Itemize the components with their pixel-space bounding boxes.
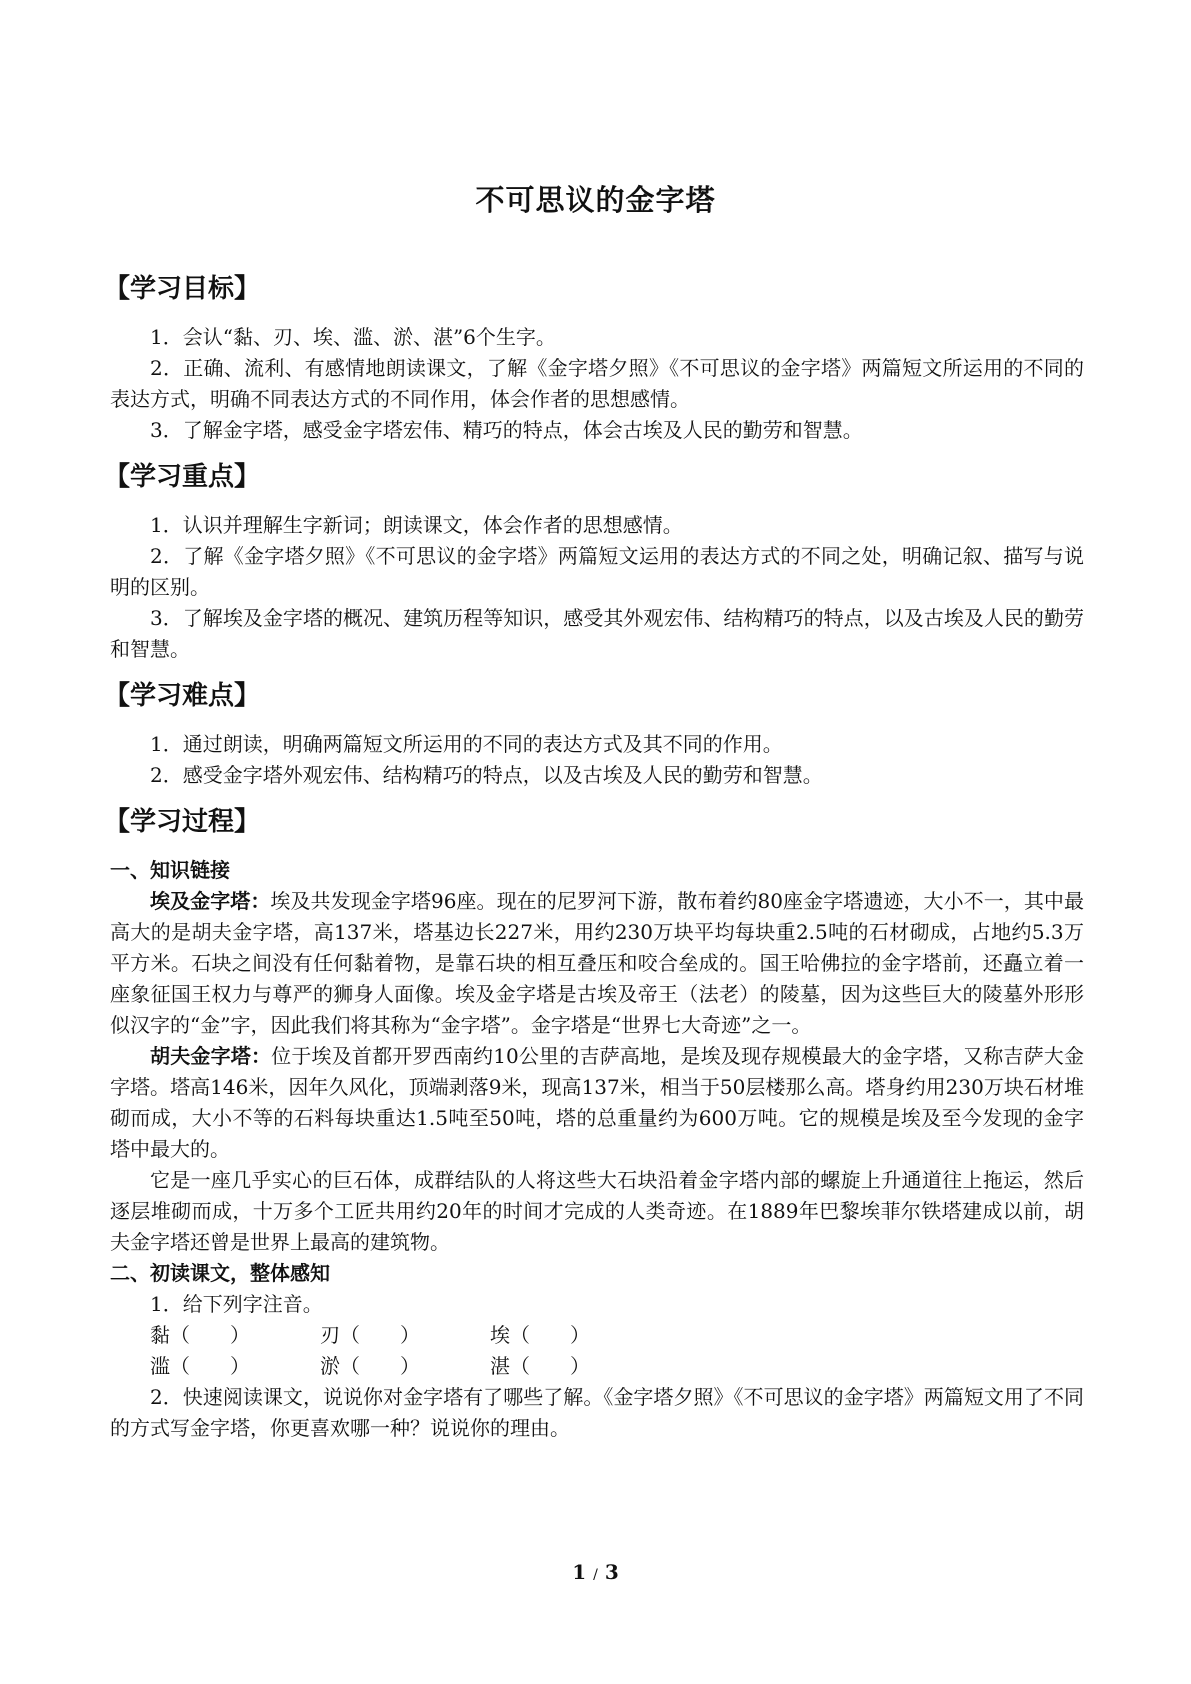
keypoint-item: 1．认识并理解生字新词；朗读课文，体会作者的思想感情。 — [150, 513, 683, 537]
pinyin-blank[interactable]: 淤（ ） — [320, 1354, 420, 1378]
term-khufu-pyramid: 胡夫金字塔： — [150, 1044, 272, 1068]
knowledge-paragraph-khufu — [110, 1041, 1084, 1165]
term-egypt-pyramids: 埃及金字塔： — [150, 889, 271, 913]
page-current: 1 — [572, 1560, 587, 1584]
difficulty-item: 2．感受金字塔外观宏伟、结构精巧的特点，以及古埃及人民的勤劳和智慧。 — [150, 763, 823, 787]
pinyin-blank[interactable]: 黏（ ） — [150, 1323, 250, 1347]
section-heading-goals: 【学习目标】 — [104, 274, 261, 304]
pinyin-blank[interactable]: 刃（ ） — [320, 1323, 420, 1347]
pinyin-row — [110, 1351, 1084, 1382]
goal-item: 3．了解金字塔，感受金字塔宏伟、精巧的特点，体会古埃及人民的勤劳和智慧。 — [150, 418, 863, 442]
knowledge-paragraph-construction: 它是一座几乎实心的巨石体，成群结队的人将这些大石块沿着金字塔内部的螺旋上升通道往上拖运，然后逐层堆砌而成，十万多个工匠共用约20年的时间才完成的人类奇迹。在1889年巴黎埃菲尔铁塔建成以前，胡夫金字塔还曾是世界上最高的建筑物。 — [110, 1168, 1084, 1254]
document-body — [104, 270, 1085, 1444]
question-1: 1．给下列字注音。 — [150, 1292, 323, 1316]
pinyin-blank[interactable]: 湛（ ） — [490, 1354, 590, 1378]
subsection-heading-knowledge: 一、知识链接 — [110, 858, 230, 882]
pinyin-blank[interactable]: 滥（ ） — [150, 1354, 250, 1378]
pinyin-row — [110, 1320, 1084, 1351]
section-heading-process: 【学习过程】 — [104, 807, 261, 837]
keypoint-item: 2．了解《金字塔夕照》《不可思议的金字塔》两篇短文运用的表达方式的不同之处，明确记叙、描写与说明的区别。 — [110, 544, 1084, 599]
keypoint-item: 3．了解埃及金字塔的概况、建筑历程等知识，感受其外观宏伟、结构精巧的特点，以及古埃及人民的勤劳和智慧。 — [110, 606, 1084, 661]
page-number — [0, 1560, 1191, 1584]
goal-item: 1．会认“黏、刃、埃、滥、淤、湛”6个生字。 — [150, 325, 556, 349]
section-heading-difficulties: 【学习难点】 — [104, 681, 261, 711]
pinyin-blank[interactable]: 埃（ ） — [490, 1323, 590, 1347]
paragraph-text: 位于埃及首都开罗西南约10公里的吉萨高地，是埃及现存规模最大的金字塔，又称吉萨大金字塔。塔高146米，因年久风化，顶端剥落9米，现高137米，相当于50层楼那么高。塔身约用230万块石材堆砌而成，大小不等的石料每块重达1.5吨至50吨，塔的总重量约为600万吨。它的规模是埃及至今发现的金字塔中最大的。 — [110, 1044, 1084, 1161]
page-separator: / — [593, 1567, 598, 1583]
knowledge-paragraph-egypt-pyramids — [110, 886, 1084, 1041]
paragraph-text: 埃及共发现金字塔96座。现在的尼罗河下游，散布着约80座金字塔遗迹，大小不一，其中最高大的是胡夫金字塔，高137米，塔基边长227米，用约230万块平均每块重2.5吨的石材砌成，占地约5.3万平方米。石块之间没有任何黏着物，是靠石块的相互叠压和咬合垒成的。国王哈佛拉的金字塔前，还矗立着一座象征国王权力与尊严的狮身人面像。埃及金字塔是古埃及帝王（法老）的陵墓，因为这些巨大的陵墓外形形似汉字的“金”字，因此我们将其称为“金字塔”。金字塔是“世界七大奇迹”之一。 — [110, 889, 1085, 1037]
page-total: 3 — [604, 1560, 619, 1584]
document-title: 不可思议的金字塔 — [475, 183, 716, 217]
question-2: 2．快速阅读课文，说说你对金字塔有了哪些了解。《金字塔夕照》《不可思议的金字塔》两篇短文用了不同的方式写金字塔，你更喜欢哪一种？说说你的理由。 — [110, 1385, 1084, 1440]
difficulty-item: 1．通过朗读，明确两篇短文所运用的不同的表达方式及其不同的作用。 — [150, 732, 783, 756]
section-heading-keypoints: 【学习重点】 — [104, 462, 261, 492]
goal-item: 2．正确、流利、有感情地朗读课文，了解《金字塔夕照》《不可思议的金字塔》两篇短文所运用的不同的表达方式，明确不同表达方式的不同作用，体会作者的思想感情。 — [110, 356, 1084, 411]
subsection-heading-first-reading: 二、初读课文，整体感知 — [110, 1261, 330, 1285]
